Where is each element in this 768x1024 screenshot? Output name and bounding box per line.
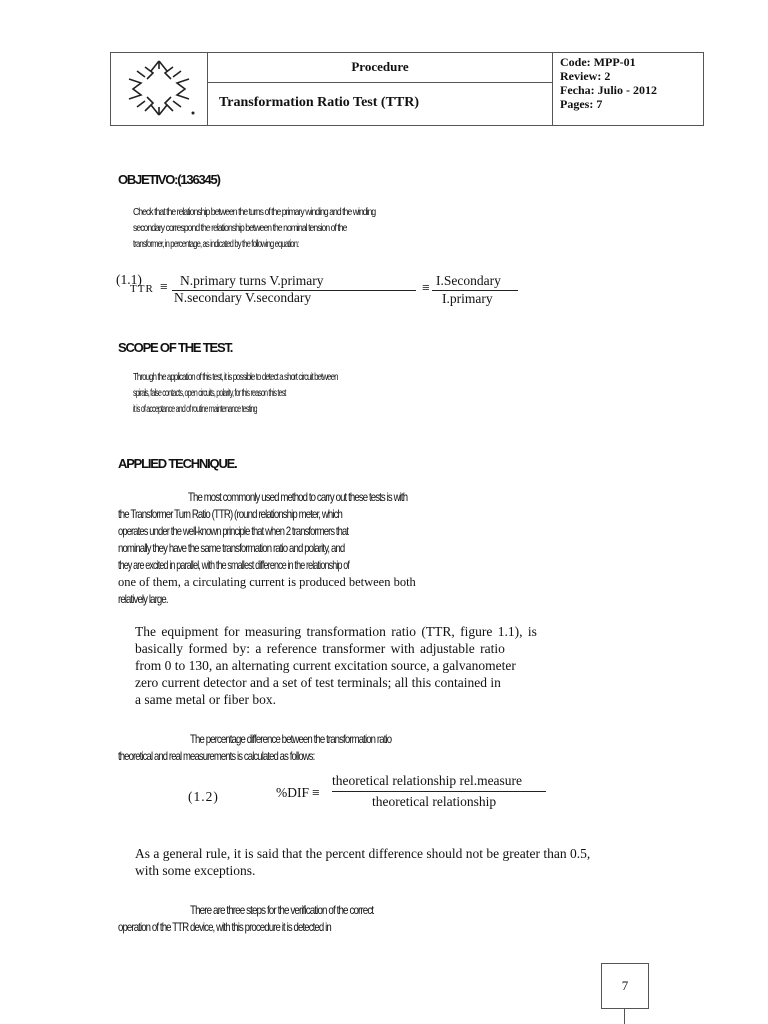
document-meta bbox=[560, 55, 657, 111]
text-line: one of them, a circulating current is produced between both bbox=[118, 575, 416, 589]
procedure-label: Procedure bbox=[351, 59, 409, 74]
fraction-denominator: I.primary bbox=[442, 291, 493, 306]
review-label: Review: 2 bbox=[560, 69, 611, 83]
procedure-title: Transformation Ratio Test (TTR) bbox=[219, 95, 420, 110]
technique-heading: APPLIED TECHNIQUE. bbox=[118, 456, 237, 471]
percentage-paragraph bbox=[118, 731, 442, 765]
equals-sign: ≡ bbox=[160, 279, 168, 294]
text-line: zero current detector and a set of test terminals; all this contained in bbox=[135, 675, 501, 690]
text-line: theoretical and real measurements is calculated as follows: bbox=[118, 749, 315, 763]
code-label: Code: MPP-01 bbox=[560, 55, 636, 69]
fraction-denominator: theoretical relationship bbox=[372, 794, 497, 809]
text-line: relatively large. bbox=[118, 592, 168, 606]
header-divider bbox=[552, 53, 553, 125]
text-line: As a general rule, it is said that the percent difference should not be greater than 0.5, bbox=[135, 846, 591, 861]
document-header bbox=[110, 52, 704, 126]
equals-sign: ≡ bbox=[422, 280, 430, 295]
fraction-bar bbox=[332, 791, 546, 792]
text-line: nominally they have the same transformation ratio and polarity, and bbox=[118, 541, 345, 555]
fraction-numerator: I.Secondary bbox=[436, 273, 501, 288]
technique-paragraph bbox=[118, 489, 462, 608]
fraction-denominator: N.secondary V.secondary bbox=[174, 290, 312, 305]
text-line: The percentage difference between the transformation ratio bbox=[190, 732, 392, 746]
text-line: secondary correspond the relationship between the nominal tension of the bbox=[133, 223, 347, 234]
fraction-numerator: N.primary turns V.primary bbox=[180, 273, 324, 288]
equation-label: (1.1) bbox=[116, 272, 142, 287]
page-number-box bbox=[601, 963, 649, 1009]
page-footer-line bbox=[624, 1008, 625, 1024]
text-line: they are excited in parallel, with the smallest difference in the relationship of bbox=[118, 558, 350, 572]
rule-paragraph bbox=[135, 845, 590, 879]
text-line: operation of the TTR device, with this procedure it is detected in bbox=[118, 920, 331, 934]
fraction-numerator: theoretical relationship rel.measure bbox=[332, 773, 523, 788]
page-number: 7 bbox=[621, 978, 629, 993]
equation-label: (1.2) bbox=[188, 789, 219, 804]
text-line: a same metal or fiber box. bbox=[135, 692, 276, 707]
text-line: There are three steps for the verification of the correct bbox=[190, 903, 374, 917]
steps-paragraph bbox=[118, 902, 413, 936]
scope-heading: SCOPE OF THE TEST. bbox=[118, 340, 233, 355]
equals-sign: ≡ bbox=[312, 785, 320, 800]
equation-lhs: %DIF bbox=[276, 785, 309, 800]
text-line: operates under the well-known principle that when 2 transformers that bbox=[118, 524, 349, 538]
text-line: Check that the relationship between the turns of the primary winding and the winding bbox=[133, 207, 376, 218]
text-line: spirals, false contacts, open circuits, polarity, for this reason this test bbox=[133, 388, 286, 399]
text-line: basically formed by: a reference transformer with adjustable ratio bbox=[135, 641, 505, 656]
header-divider bbox=[207, 82, 552, 83]
objective-heading: OBJETIVO:(136345) bbox=[118, 172, 220, 187]
pages-label: Pages: 7 bbox=[560, 97, 603, 111]
text-line: it is of acceptance and of routine maintenance testing bbox=[133, 404, 257, 415]
company-logo bbox=[119, 57, 199, 119]
text-line: with some exceptions. bbox=[135, 863, 256, 878]
equipment-paragraph bbox=[135, 623, 537, 708]
date-label: Fecha: Julio - 2012 bbox=[560, 83, 657, 97]
text-line: The equipment for measuring transformation ratio (TTR, figure 1.1), is bbox=[135, 624, 537, 639]
text-line: Through the application of this test, it is possible to detect a short circuit between bbox=[133, 372, 338, 383]
scope-paragraph bbox=[133, 370, 395, 418]
text-line: from 0 to 130, an alternating current excitation source, a galvanometer bbox=[135, 658, 516, 673]
text-line: transformer, in percentage, as indicated by the following equation: bbox=[133, 239, 299, 250]
objective-paragraph bbox=[133, 205, 415, 253]
equation-lhs: TTR bbox=[130, 283, 154, 295]
text-line: the Transformer Turn Ratio (TTR) (round relationship meter, which bbox=[118, 507, 342, 521]
text-line: The most commonly used method to carry out these tests is with bbox=[188, 490, 408, 504]
